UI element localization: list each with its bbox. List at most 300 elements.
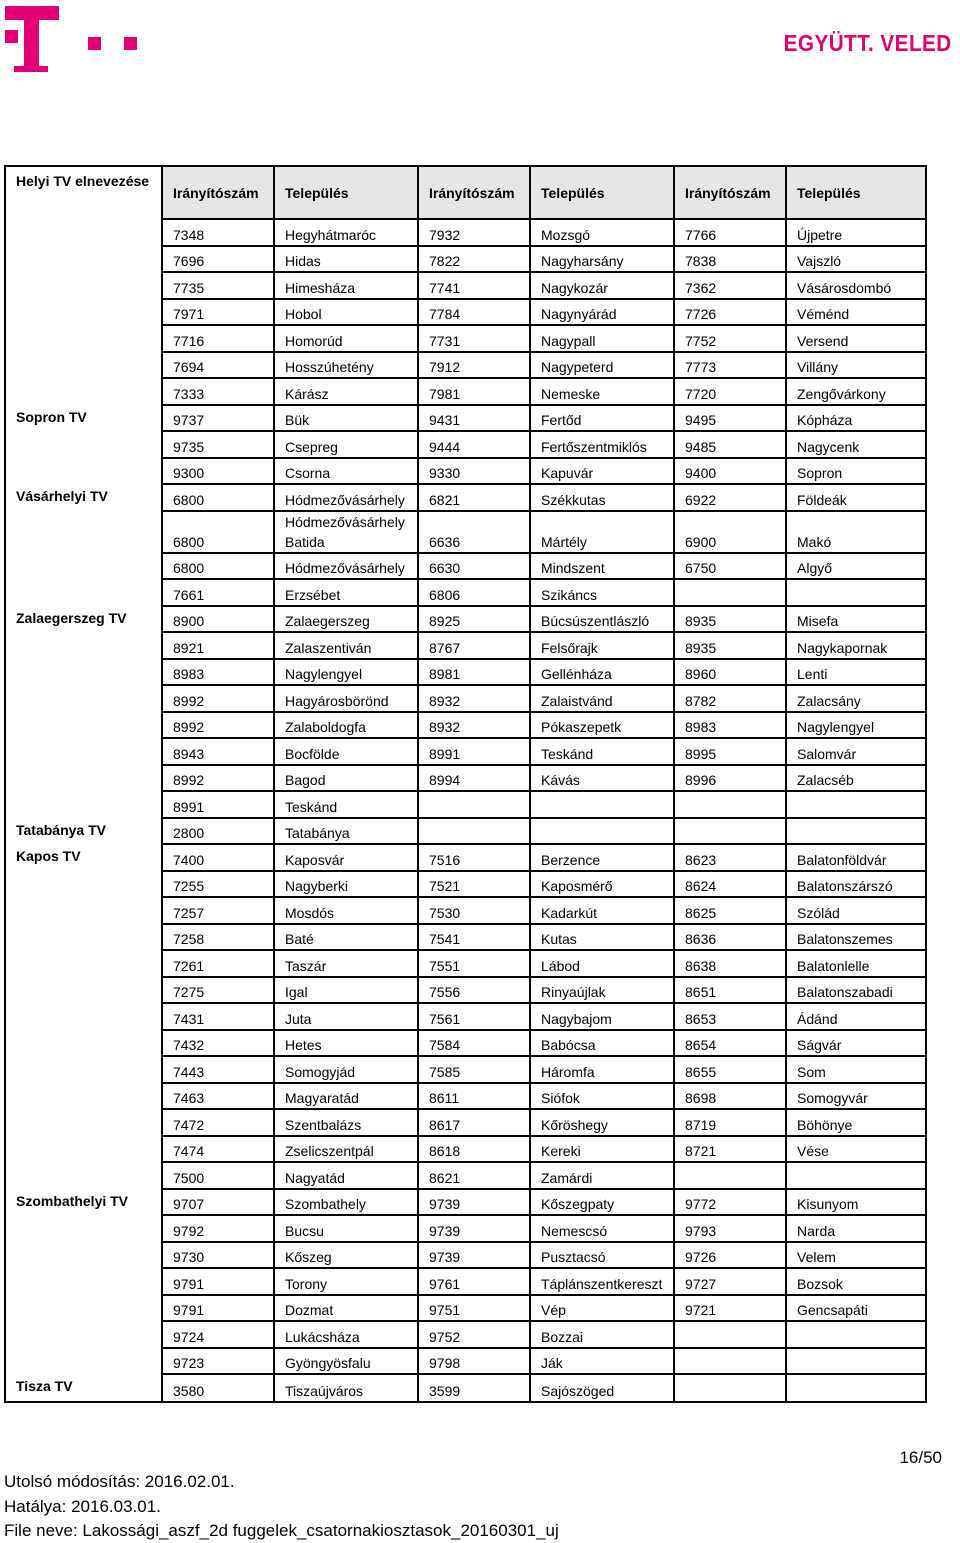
town-cell: Balatonszemes: [786, 924, 926, 951]
zip-cell: 7661: [162, 579, 274, 606]
zip-cell: 7258: [162, 924, 274, 951]
page-number: 16/50: [899, 1448, 942, 1467]
town-cell: [530, 791, 674, 818]
zip-cell: 7981: [418, 378, 530, 405]
zip-cell: 8935: [674, 606, 786, 633]
zip-cell: 9792: [162, 1215, 274, 1242]
zip-cell: 9726: [674, 1242, 786, 1269]
town-cell: Nagykapornak: [786, 632, 926, 659]
tv-name: [5, 272, 162, 299]
zip-cell: [674, 1321, 786, 1348]
tv-name: Szombathelyi TV: [5, 1189, 162, 1216]
town-cell: Kaposvár: [274, 844, 418, 871]
town-cell: Baté: [274, 924, 418, 951]
town-cell: Igal: [274, 977, 418, 1004]
table-row: [5, 765, 926, 792]
town-cell: Narda: [786, 1215, 926, 1242]
zip-cell: 6800: [162, 511, 274, 553]
tv-name: [5, 352, 162, 379]
zip-cell: 8992: [162, 712, 274, 739]
town-cell: Nagylengyel: [274, 659, 418, 686]
tv-name: Kapos TV: [5, 844, 162, 871]
zip-cell: 8925: [418, 606, 530, 633]
town-cell: Kárász: [274, 378, 418, 405]
town-cell: Lukácsháza: [274, 1321, 418, 1348]
tv-name: [5, 1242, 162, 1269]
footer-effective: Hatálya: 2016.03.01.: [4, 1497, 161, 1516]
town-cell: Kőszegpaty: [530, 1189, 674, 1216]
town-cell: Balatonszabadi: [786, 977, 926, 1004]
zip-cell: 6636: [418, 511, 530, 553]
zip-cell: 9739: [418, 1215, 530, 1242]
town-cell: Ják: [530, 1348, 674, 1375]
tv-name: [5, 1083, 162, 1110]
town-cell: Fertőd: [530, 405, 674, 432]
zip-cell: 7255: [162, 871, 274, 898]
col-header-zip: Irányítószám: [162, 166, 274, 219]
zip-cell: 6821: [418, 484, 530, 511]
town-cell: Kópháza: [786, 405, 926, 432]
zip-cell: 9735: [162, 431, 274, 458]
town-cell: Kutas: [530, 924, 674, 951]
tv-name: [5, 765, 162, 792]
town-cell: Misefa: [786, 606, 926, 633]
zip-cell: 7766: [674, 219, 786, 246]
zip-cell: 7585: [418, 1056, 530, 1083]
table-row: [5, 484, 926, 511]
col-header-tv: Helyi TV elnevezése: [5, 166, 162, 219]
town-cell: Juta: [274, 1003, 418, 1030]
town-cell: Balatonföldvár: [786, 844, 926, 871]
town-cell: Somogyvár: [786, 1083, 926, 1110]
town-cell: Villány: [786, 352, 926, 379]
zip-cell: 9400: [674, 458, 786, 485]
town-cell: Rinyaújlak: [530, 977, 674, 1004]
zip-cell: 8983: [674, 712, 786, 739]
zip-cell: 8932: [418, 685, 530, 712]
town-cell: Csepreg: [274, 431, 418, 458]
town-cell: Lábod: [530, 950, 674, 977]
town-cell: Som: [786, 1056, 926, 1083]
table-row: [5, 1003, 926, 1030]
town-cell: Siófok: [530, 1083, 674, 1110]
tv-name: [5, 431, 162, 458]
town-cell: Balatonszárszó: [786, 871, 926, 898]
table-row: [5, 1162, 926, 1189]
tv-name: [5, 977, 162, 1004]
tv-name: [5, 871, 162, 898]
zip-cell: 6630: [418, 553, 530, 580]
town-cell: Zalacséb: [786, 765, 926, 792]
town-cell: Sopron: [786, 458, 926, 485]
slogan: EGYÜTT. VELED: [783, 30, 952, 56]
town-cell: Vásárosdombó: [786, 272, 926, 299]
table-row: [5, 272, 926, 299]
zip-cell: 7472: [162, 1109, 274, 1136]
town-cell: Tiszaújváros: [274, 1374, 418, 1402]
town-cell: Bozzai: [530, 1321, 674, 1348]
zip-cell: 8782: [674, 685, 786, 712]
table-row: [5, 606, 926, 633]
zip-cell: 7257: [162, 897, 274, 924]
zip-cell: 7741: [418, 272, 530, 299]
town-cell: Csorna: [274, 458, 418, 485]
table-row: [5, 1374, 926, 1402]
town-cell: Kőszeg: [274, 1242, 418, 1269]
zip-cell: 7275: [162, 977, 274, 1004]
zip-cell: 9739: [418, 1242, 530, 1269]
zip-cell: 9724: [162, 1321, 274, 1348]
town-cell: Salomvár: [786, 738, 926, 765]
town-cell: Vép: [530, 1295, 674, 1322]
zip-cell: 8721: [674, 1136, 786, 1163]
town-cell: Mozsgó: [530, 219, 674, 246]
town-cell: Székkutas: [530, 484, 674, 511]
town-cell: [530, 818, 674, 845]
zip-cell: 7752: [674, 325, 786, 352]
table-row: [5, 659, 926, 686]
table-row: [5, 977, 926, 1004]
zip-cell: 8991: [162, 791, 274, 818]
town-cell: Zalaszentiván: [274, 632, 418, 659]
town-cell: Pókaszepetk: [530, 712, 674, 739]
table-row: [5, 1189, 926, 1216]
tv-name: [5, 1136, 162, 1163]
town-cell: Kőröshegy: [530, 1109, 674, 1136]
town-cell: Nagylengyel: [786, 712, 926, 739]
table-row: [5, 818, 926, 845]
town-cell: Böhönye: [786, 1109, 926, 1136]
zip-cell: 8981: [418, 659, 530, 686]
town-cell: Táplánszentkereszt: [530, 1268, 674, 1295]
tv-name: [5, 897, 162, 924]
town-cell: Hódmezővásárhely Batida: [274, 511, 418, 553]
tv-name: [5, 458, 162, 485]
town-cell: Teskánd: [274, 791, 418, 818]
tv-name: [5, 950, 162, 977]
zip-cell: 7773: [674, 352, 786, 379]
zip-cell: 9791: [162, 1268, 274, 1295]
town-cell: Kadarkút: [530, 897, 674, 924]
town-cell: Himesháza: [274, 272, 418, 299]
zip-cell: 6806: [418, 579, 530, 606]
zip-cell: 8991: [418, 738, 530, 765]
town-cell: Véménd: [786, 299, 926, 326]
tv-name: [5, 579, 162, 606]
zip-cell: 9495: [674, 405, 786, 432]
footer-modified: Utolsó módosítás: 2016.02.01.: [4, 1472, 235, 1491]
town-cell: Makó: [786, 511, 926, 553]
zip-cell: 7261: [162, 950, 274, 977]
town-cell: Szikáncs: [530, 579, 674, 606]
town-cell: Kapuvár: [530, 458, 674, 485]
zip-cell: 8617: [418, 1109, 530, 1136]
table-header: [5, 166, 926, 219]
town-cell: Bük: [274, 405, 418, 432]
zip-cell: 7726: [674, 299, 786, 326]
town-cell: Nagypall: [530, 325, 674, 352]
tv-name: [5, 791, 162, 818]
town-cell: Balatonlelle: [786, 950, 926, 977]
tv-name: [5, 685, 162, 712]
table-row: [5, 299, 926, 326]
town-cell: Zalaegerszeg: [274, 606, 418, 633]
zip-cell: 2800: [162, 818, 274, 845]
town-cell: Nagybajom: [530, 1003, 674, 1030]
telekom-logo: [0, 0, 150, 80]
zip-cell: 9791: [162, 1295, 274, 1322]
town-cell: Lenti: [786, 659, 926, 686]
zip-cell: 7971: [162, 299, 274, 326]
tv-name: [5, 1162, 162, 1189]
zip-cell: 7694: [162, 352, 274, 379]
tv-name: Tisza TV: [5, 1374, 162, 1402]
town-cell: Kisunyom: [786, 1189, 926, 1216]
town-cell: Nagyharsány: [530, 246, 674, 273]
town-cell: Vajszló: [786, 246, 926, 273]
zip-cell: 8623: [674, 844, 786, 871]
zip-cell: 7521: [418, 871, 530, 898]
zip-cell: 8638: [674, 950, 786, 977]
table-row: [5, 924, 926, 951]
table-row: [5, 431, 926, 458]
zip-cell: 6900: [674, 511, 786, 553]
town-cell: Gellénháza: [530, 659, 674, 686]
zip-cell: 7838: [674, 246, 786, 273]
town-cell: [786, 1321, 926, 1348]
zip-cell: 7541: [418, 924, 530, 951]
tv-name: [5, 632, 162, 659]
town-cell: Versend: [786, 325, 926, 352]
town-cell: Nagypeterd: [530, 352, 674, 379]
table-row: [5, 553, 926, 580]
table-row: [5, 405, 926, 432]
table-row: [5, 511, 926, 553]
town-cell: Hobol: [274, 299, 418, 326]
footer-filename: File neve: Lakossági_aszf_2d fuggelek_csatornakiosztasok_20160301_uj: [4, 1521, 559, 1540]
zip-cell: 9721: [674, 1295, 786, 1322]
zip-cell: 7696: [162, 246, 274, 273]
tv-name: [5, 1030, 162, 1057]
zip-cell: 9761: [418, 1268, 530, 1295]
town-cell: Ságvár: [786, 1030, 926, 1057]
tv-name: [5, 1003, 162, 1030]
tv-name: [5, 299, 162, 326]
tv-name: [5, 1321, 162, 1348]
zip-cell: 7822: [418, 246, 530, 273]
zip-cell: 9444: [418, 431, 530, 458]
zip-cell: 6800: [162, 484, 274, 511]
town-cell: Nagyberki: [274, 871, 418, 898]
zip-cell: [674, 579, 786, 606]
town-cell: [786, 579, 926, 606]
table-row: [5, 632, 926, 659]
zip-cell: 8651: [674, 977, 786, 1004]
zip-cell: 8992: [162, 685, 274, 712]
town-cell: Bozsok: [786, 1268, 926, 1295]
town-cell: Sajószöged: [530, 1374, 674, 1402]
zip-cell: 7474: [162, 1136, 274, 1163]
town-cell: Ádánd: [786, 1003, 926, 1030]
zip-cell: 7362: [674, 272, 786, 299]
col-header-town: Település: [274, 166, 418, 219]
town-cell: Teskánd: [530, 738, 674, 765]
table-row: [5, 1030, 926, 1057]
table-row: [5, 1215, 926, 1242]
town-cell: Erzsébet: [274, 579, 418, 606]
zip-cell: 9739: [418, 1189, 530, 1216]
tv-name: [5, 738, 162, 765]
zip-cell: 7784: [418, 299, 530, 326]
table-row: [5, 352, 926, 379]
tv-name: Tatabánya TV: [5, 818, 162, 845]
town-cell: Nagycenk: [786, 431, 926, 458]
zip-cell: 7735: [162, 272, 274, 299]
town-cell: Berzence: [530, 844, 674, 871]
town-cell: [786, 818, 926, 845]
town-cell: Bocfölde: [274, 738, 418, 765]
town-cell: Zalacsány: [786, 685, 926, 712]
town-cell: Zengővárkony: [786, 378, 926, 405]
town-cell: Zalaistvánd: [530, 685, 674, 712]
table-row: [5, 325, 926, 352]
zip-cell: 7716: [162, 325, 274, 352]
table-row: [5, 791, 926, 818]
table-row: [5, 950, 926, 977]
zip-cell: 7348: [162, 219, 274, 246]
tv-name: Vásárhelyi TV: [5, 484, 162, 511]
town-cell: Torony: [274, 1268, 418, 1295]
zip-cell: 8995: [674, 738, 786, 765]
town-cell: Újpetre: [786, 219, 926, 246]
zip-cell: 8621: [418, 1162, 530, 1189]
zip-cell: 7720: [674, 378, 786, 405]
table-row: [5, 1348, 926, 1375]
table-row: [5, 458, 926, 485]
table-row: [5, 1083, 926, 1110]
zip-cell: 7333: [162, 378, 274, 405]
channel-table: [4, 165, 927, 1403]
col-header-zip: Irányítószám: [418, 166, 530, 219]
zip-cell: 9300: [162, 458, 274, 485]
town-cell: Szombathely: [274, 1189, 418, 1216]
town-cell: Nemeske: [530, 378, 674, 405]
zip-cell: 8996: [674, 765, 786, 792]
town-cell: Tatabánya: [274, 818, 418, 845]
zip-cell: 9737: [162, 405, 274, 432]
zip-cell: 8932: [418, 712, 530, 739]
town-cell: Mosdós: [274, 897, 418, 924]
tv-name: Sopron TV: [5, 405, 162, 432]
table-row: [5, 712, 926, 739]
table-row: [5, 897, 926, 924]
zip-cell: 9793: [674, 1215, 786, 1242]
table-row: [5, 1321, 926, 1348]
town-cell: Mindszent: [530, 553, 674, 580]
town-cell: [786, 791, 926, 818]
zip-cell: 9330: [418, 458, 530, 485]
zip-cell: 7432: [162, 1030, 274, 1057]
zip-cell: 9431: [418, 405, 530, 432]
town-cell: Hagyárosbörönd: [274, 685, 418, 712]
zip-cell: 8636: [674, 924, 786, 951]
town-cell: Algyő: [786, 553, 926, 580]
zip-cell: 8983: [162, 659, 274, 686]
tv-name: [5, 325, 162, 352]
zip-cell: 7443: [162, 1056, 274, 1083]
town-cell: Zamárdi: [530, 1162, 674, 1189]
town-cell: Búcsúszentlászló: [530, 606, 674, 633]
zip-cell: 9707: [162, 1189, 274, 1216]
zip-cell: 6922: [674, 484, 786, 511]
zip-cell: 7516: [418, 844, 530, 871]
town-cell: Nagyatád: [274, 1162, 418, 1189]
zip-cell: 3580: [162, 1374, 274, 1402]
tv-name: [5, 712, 162, 739]
town-cell: Somogyjád: [274, 1056, 418, 1083]
zip-cell: 8624: [674, 871, 786, 898]
zip-cell: [674, 1162, 786, 1189]
table-row: [5, 579, 926, 606]
town-cell: Hosszúhetény: [274, 352, 418, 379]
town-cell: Fertőszentmiklós: [530, 431, 674, 458]
town-cell: Hegyhátmaróc: [274, 219, 418, 246]
zip-cell: 8618: [418, 1136, 530, 1163]
town-cell: Hódmezővásárhely: [274, 484, 418, 511]
tv-name: [5, 1109, 162, 1136]
zip-cell: 8655: [674, 1056, 786, 1083]
col-header-zip: Irányítószám: [674, 166, 786, 219]
zip-cell: 8698: [674, 1083, 786, 1110]
zip-cell: 7463: [162, 1083, 274, 1110]
tv-name: [5, 1056, 162, 1083]
zip-cell: 8943: [162, 738, 274, 765]
town-cell: Bagod: [274, 765, 418, 792]
col-header-town: Település: [530, 166, 674, 219]
zip-cell: 9751: [418, 1295, 530, 1322]
table-row: [5, 685, 926, 712]
table-row: [5, 1295, 926, 1322]
town-cell: Dozmat: [274, 1295, 418, 1322]
town-cell: Magyaratád: [274, 1083, 418, 1110]
town-cell: Kereki: [530, 1136, 674, 1163]
zip-cell: [674, 791, 786, 818]
zip-cell: 7556: [418, 977, 530, 1004]
zip-cell: 7400: [162, 844, 274, 871]
town-cell: Kaposmérő: [530, 871, 674, 898]
zip-cell: 7431: [162, 1003, 274, 1030]
zip-cell: 3599: [418, 1374, 530, 1402]
tv-name: [5, 378, 162, 405]
zip-cell: 8960: [674, 659, 786, 686]
tv-name: [5, 219, 162, 246]
town-cell: Kávás: [530, 765, 674, 792]
zip-cell: [674, 818, 786, 845]
town-cell: Hidas: [274, 246, 418, 273]
town-cell: Babócsa: [530, 1030, 674, 1057]
table-row: [5, 1268, 926, 1295]
zip-cell: 6750: [674, 553, 786, 580]
tv-name: [5, 1295, 162, 1322]
zip-cell: 7932: [418, 219, 530, 246]
zip-cell: 7584: [418, 1030, 530, 1057]
tv-name: [5, 659, 162, 686]
zip-cell: [418, 791, 530, 818]
zip-cell: 7561: [418, 1003, 530, 1030]
town-cell: Taszár: [274, 950, 418, 977]
table-row: [5, 1056, 926, 1083]
town-cell: Bucsu: [274, 1215, 418, 1242]
